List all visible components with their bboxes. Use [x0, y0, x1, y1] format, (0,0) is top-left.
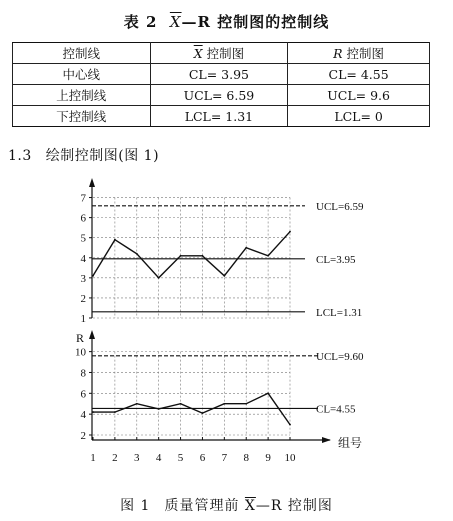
control-line-label: CL=4.55	[316, 403, 356, 416]
x-tick-label: 4	[155, 452, 162, 464]
x-tick-label: 6	[199, 452, 206, 464]
control-line-label: UCL=9.60	[316, 350, 364, 363]
control-line-label: LCL=1.31	[316, 306, 363, 319]
x-tick-label: 3	[134, 452, 140, 464]
x-tick-label: 10	[284, 452, 296, 464]
section-number: 1.3	[8, 148, 32, 164]
r-symbol: R	[333, 46, 343, 61]
row-label: 上控制线	[13, 85, 151, 106]
xbar-value: UCL= 6.59	[150, 85, 288, 106]
table-number: 表 2	[123, 13, 158, 31]
y-tick-label: 10	[75, 346, 86, 359]
r-value: LCL= 0	[288, 106, 430, 127]
data-point	[114, 411, 116, 413]
row-label: 下控制线	[13, 106, 151, 127]
data-point	[289, 424, 291, 426]
y-axis-label: R	[76, 331, 85, 345]
data-point	[202, 412, 204, 414]
y-tick-label: 7	[80, 192, 86, 205]
xbar-symbol: $\overline{X}$	[244, 498, 256, 514]
data-point	[158, 277, 160, 279]
y-tick-label: 4	[80, 409, 86, 422]
data-point	[180, 255, 182, 257]
data-point	[267, 255, 269, 257]
section-title: 绘制控制图(图 1)	[45, 148, 160, 164]
x-tick-label: 1	[90, 452, 96, 464]
data-series-line	[93, 232, 290, 278]
x-axis-label: 组号	[338, 436, 363, 450]
data-point	[136, 253, 138, 255]
data-point	[245, 403, 247, 405]
header-r-chart: R 控制图	[288, 43, 430, 64]
xbar-symbol: $\overline{X}$	[193, 46, 203, 61]
x-tick-label: 2	[112, 452, 118, 464]
control-line-label: CL=3.95	[316, 253, 356, 266]
xbar-value: CL= 3.95	[150, 64, 288, 85]
data-point	[289, 231, 291, 233]
xbar-value: LCL= 1.31	[150, 106, 288, 127]
data-point	[267, 392, 269, 394]
control-line-label: UCL=6.59	[316, 200, 364, 213]
x-axis-arrow	[322, 437, 331, 443]
x-tick-label: 8	[243, 452, 249, 464]
x-tick-label: 5	[177, 452, 184, 464]
r-value: UCL= 9.6	[288, 85, 430, 106]
y-tick-label: 2	[80, 430, 86, 442]
y-tick-label: 5	[80, 232, 86, 245]
y-tick-label: 1	[80, 313, 86, 325]
row-label: 中心线	[13, 64, 151, 85]
figure-number: 图 1	[120, 498, 151, 514]
y-tick-label: 4	[80, 252, 86, 265]
x-tick-label: 7	[221, 452, 228, 464]
y-tick-label: 6	[80, 388, 86, 401]
r-value: CL= 4.55	[288, 64, 430, 85]
data-point	[158, 408, 160, 410]
y-tick-label: 8	[80, 367, 86, 380]
figure-caption: 图 1 质量管理前 $\overline{X}—R$ 控制图	[120, 498, 333, 514]
y-axis-arrow	[89, 178, 95, 187]
x-tick-label: 9	[265, 452, 271, 464]
y-axis-arrow	[89, 330, 95, 339]
data-point	[202, 255, 204, 257]
data-point	[180, 403, 182, 405]
data-point	[136, 403, 138, 405]
data-point	[92, 411, 94, 413]
header-xbar-chart: $\overline{X}$ 控制图	[150, 43, 288, 64]
xbar-symbol: $\overline{X}$	[169, 13, 182, 31]
data-point	[114, 239, 116, 241]
y-tick-label: 6	[80, 212, 86, 225]
header-control-line: 控制线	[13, 43, 151, 64]
data-point	[223, 275, 225, 277]
data-point	[92, 275, 94, 277]
table-title-text: —R 控制图的控制线	[181, 13, 330, 31]
data-point	[245, 247, 247, 249]
y-tick-label: 3	[80, 272, 86, 285]
y-tick-label: 2	[80, 292, 86, 305]
data-point	[223, 403, 225, 405]
